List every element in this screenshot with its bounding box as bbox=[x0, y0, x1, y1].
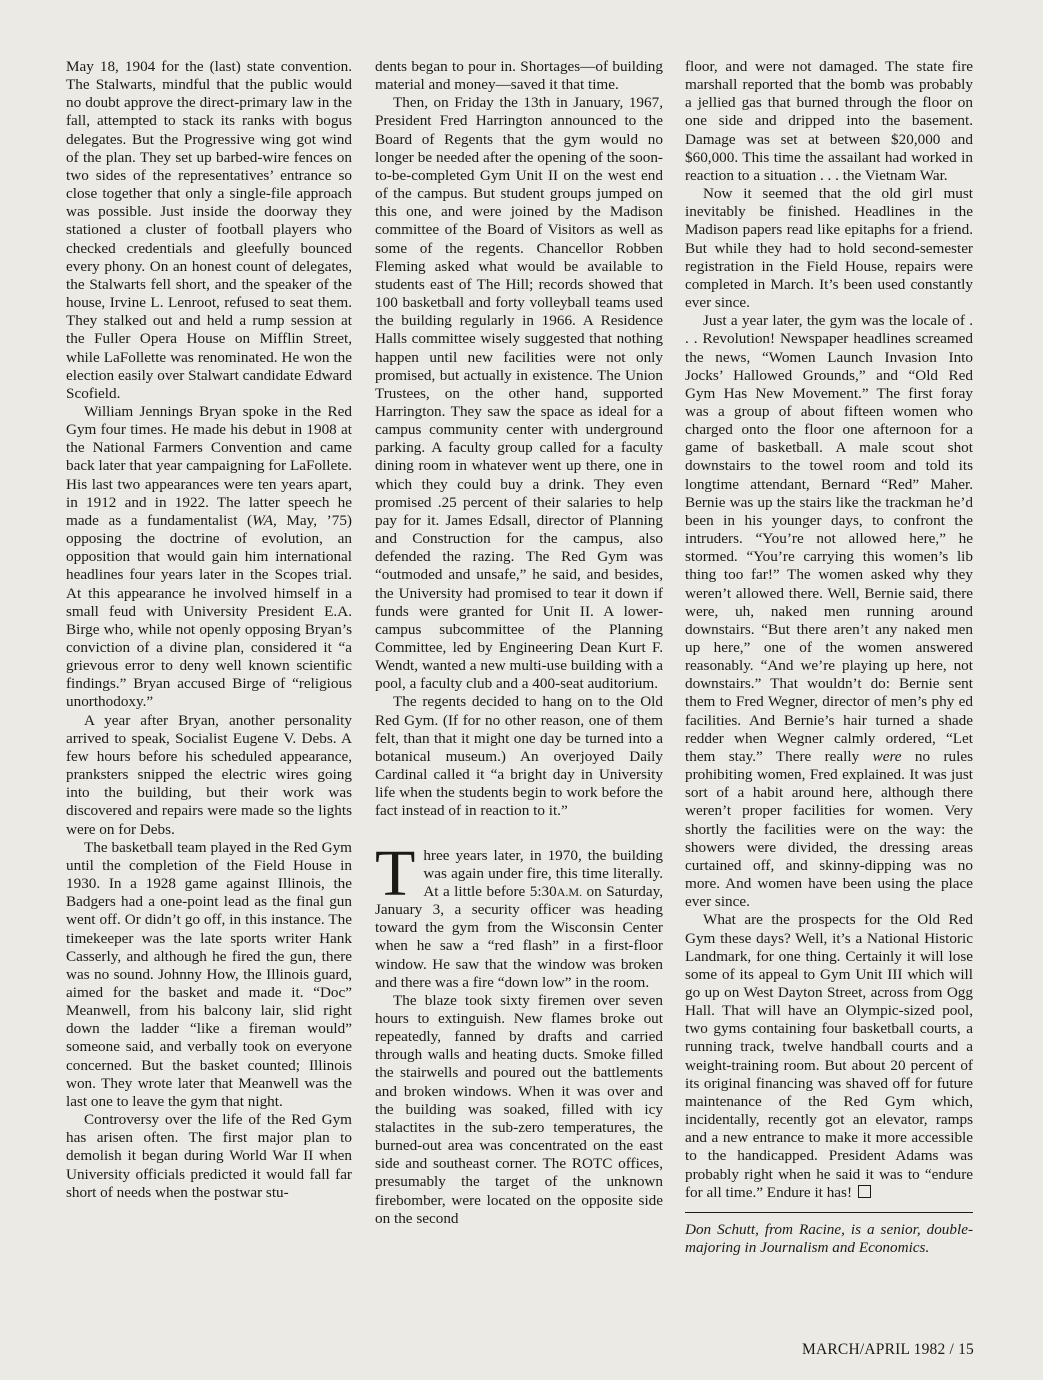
column-2 bbox=[375, 58, 663, 1228]
author-bio: Don Schutt, from Racine, is a senior, double-majoring in Journalism and Economics. bbox=[685, 1220, 973, 1256]
column-3 bbox=[685, 58, 973, 1257]
drop-cap: T bbox=[375, 836, 416, 910]
paragraph: May 18, 1904 for the (last) state convention. The Stalwarts, mindful that the public would no doubt approve the direct-primary law in the fall, attempted to stack its ranks with bogus delegates. But the Progressive wing got wind of the plan. They set up barbed-wire fences on two sides of the representatives’ entrance so close together that only a single-file approach was possible. Just inside the doorway they stationed a cluster of football players who checked credentials and gleefully bounced every phony. On an honest count of delegates, the Stalwarts fell short, and the speaker of the house, Irvine L. Lenroot, refused to seat them. They stalked out and held a rump session at the Fuller Opera House on Mifflin Street, while LaFollette was renominated. He won the election easily over Stalwart candidate Edward Scofield. bbox=[66, 58, 352, 402]
paragraph: The basketball team played in the Red Gym until the completion of the Field House in 1930. In a 1928 game against Illinois, the Badgers had a one-point lead as the final gun went off. Or didn’t go off, in this instance. The timekeeper was the late sports writer Hank Casserly, and although he fired the gun, there was no sound. Johnny How, the Illinois guard, aimed for the basket and made it. “Doc” Meanwell, from his balcony lair, slid right down the ladder “like a fireman would” someone said, and verbally took on everyone concerned. But the basket counted; Illinois won. They wrote later that Meanwell was the last one to leave the gym that night. bbox=[66, 838, 352, 1110]
paragraph: Just a year later, the gym was the locale of . . . Revolution! Newspaper headlines screamed the news, “Women Launch Invasion Into Jocks’ Hallowed Grounds,” and “Old Red Gym Has New Movement.” The first foray was a group of about fifteen women who charged onto the floor one afternoon for a game of basketball. A male scout shot downstairs to the towel room and told its longtime attendant, Bernard “Red” Maher. Bernie was up the stairs like the trackman he’d been in his younger days, to confront the intruders. “You’re not allowed here,” he stormed. “You’re carrying this women’s lib thing too far!” The women asked why they weren’t allowed there. Well, Bernie said, there were, uh, naked men running around downstairs. “But there aren’t any naked men up here,” one of the women answered reasonably. “And we’re playing up here, not downstairs.” That wouldn’t do: Bernie sent them to Fred Wegner, director of men’s phy ed facilities. And Bernie’s hair turned a shade redder when Wegner calmly ordered, “Let them stay.” There really were no rules prohibiting women, Fred explained. It was just sort of a habit around here, although there weren’t proper facilities for women. Very shortly the facilities were on the way: the showers were divided, the dressing areas curtained off, and skinny-dipping was no more. And women have been using the place ever since. bbox=[685, 312, 973, 911]
paragraph: floor, and were not damaged. The state fire marshall reported that the bomb was probably a jellied gas that burned through the floor on one side and dripped into the basement. Damage was set at between $20,000 and $60,000. This time the assailant had worked in reaction to a situation . . . the Vietnam War. bbox=[685, 58, 973, 184]
paragraph: dents began to pour in. Shortages—of building material and money—saved it that time. bbox=[375, 58, 663, 94]
end-mark-icon bbox=[858, 1185, 871, 1198]
paragraph-dropcap: Three years later, in 1970, the building was again under fire, this time literally. At a little before 5:30A.M. on Saturday, January 3, a security officer was heading toward the gym from the Wisconsin Center when he saw a “red flash” in a first-floor window. He saw that the window was broken and there was a fire “down low” in the room. bbox=[375, 836, 664, 991]
paragraph: Now it seemed that the old girl must inevitably be finished. Headlines in the Madison papers read like epitaphs for a friend. But while they had to hold second-semester registration in the Field House, repairs were completed in March. It’s been used constantly ever since. bbox=[685, 185, 973, 312]
paragraph: A year after Bryan, another personality arrived to speak, Socialist Eugene V. Debs. A few hours before his scheduled appearance, pranksters snipped the electric wires going into the building, but their work was discovered and repairs were made so the lights were on for Debs. bbox=[66, 711, 352, 838]
column-1 bbox=[66, 58, 352, 1202]
page-folio: MARCH/APRIL 1982 / 15 bbox=[802, 1341, 974, 1358]
paragraph: The blaze took sixty firemen over seven hours to extinguish. New flames broke out repeatedly, fanned by drafts and carried through walls and heating ducts. Smoke filled the stairwells and poured out the battlements and broken windows. When it was over and the building was soaked, filled with icy stalactites in the sub-zero temperatures, the burned-out area was concentrated on the east side and southeast corner. The ROTC offices, presumably the target of the unknown firebomber, were located on the opposite side on the second bbox=[375, 991, 663, 1227]
paragraph: What are the prospects for the Old Red Gym these days? Well, it’s a National Historic Landmark, for one thing. Certainly it will lose some of its appeal to Gym Unit III which will go up on West Dayton Street, across from Ogg Hall. That will have an Olympic-sized pool, two gyms containing four basketball courts, a running track, twelve handball courts and a weight-training room. But about 20 percent of its original financing was shaved off for future maintenance of the Red Gym which, incidentally, recently got an elevator, ramps and a new entrance to make it more accessible to the handicapped. President Adams was probably right when he said it was to “endure for all time.” Endure it has! bbox=[685, 911, 973, 1201]
paragraph: William Jennings Bryan spoke in the Red Gym four times. He made his debut in 1908 at the National Farmers Convention and came back later that year campaigning for LaFollete. His last two appearances were ten years apart, in 1912 and in 1922. The latter speech he made as a fundamentalist (WA, May, ’75) opposing the doctrine of evolution, an opposition that would gain him international headlines four years later in the Scopes trial. At this appearance he involved himself in a small feud with University President E.A. Birge who, while not openly opposing Bryan’s conviction of a divine plan, considered it “a grievous error to deny well known scientific findings.” Bryan accused Birge of “religious unorthodoxy.” bbox=[66, 402, 352, 711]
paragraph: Then, on Friday the 13th in January, 1967, President Fred Harrington announced to the Board of Regents that the gym would no longer be needed after the opening of the soon-to-be-completed Gym Unit II on the west end of the campus. But student groups jumped on this one, and were joined by the Madison committee of the Board of Visitors as well as some of the regents. Chancellor Robben Fleming asked what would be available to students east of The Hill; records showed that 100 basketball and forty volleyball teams used the building regularly in 1966. A Residence Halls committee wisely suggested that nothing happen until new facilities were not only promised, but actually in existence. The Union Trustees, on the other hand, supported Harrington. They saw the space as ideal for a campus community center with underground parking. A faculty group called for a faculty dining room in whatever went up there, one in which they could buy a drink. They even promised .25 percent of their salaries to help pay for it. James Edsall, director of Planning and Construction for the campus, also defended the razing. The Red Gym was “outmoded and unsafe,” he said, and besides, the University had promised to tear it down if funds were granted for Unit II. A lower-campus subcommittee of the Planning Committee, led by Engineering Dean Kurt F. Wendt, wanted a new multi-use building with a pool, a faculty club and a 400-seat auditorium. bbox=[375, 94, 663, 693]
paragraph: Controversy over the life of the Red Gym has arisen often. The first major plan to demolish it began during World War II when University officials predicted it would fall far short of needs when the postwar stu- bbox=[66, 1111, 352, 1201]
paragraph: The regents decided to hang on to the Old Red Gym. (If for no other reason, one of them felt, than that it might one day be turned into a botanical museum.) An overjoyed Daily Cardinal called it “a bright day in University life when the students begin to work before the fact instead of in reaction to it.” bbox=[375, 693, 663, 820]
bio-divider bbox=[685, 1212, 973, 1213]
